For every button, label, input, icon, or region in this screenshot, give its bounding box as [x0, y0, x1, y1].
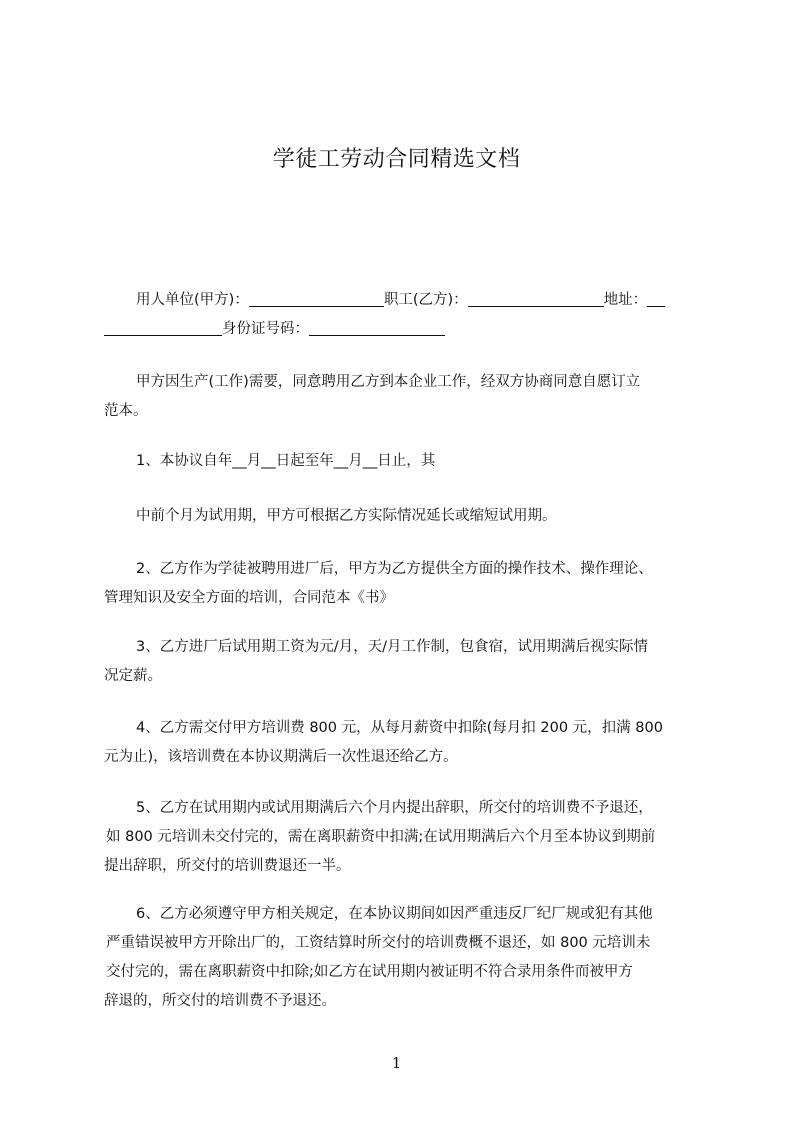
- clause-3: 3、乙方进厂后试用期工资为元/月，天/月工作制，包食宿，试用期满后视实际情 况定薪。: [104, 639, 648, 684]
- clause-1-continued: 中前个月为试用期，甲方可根据乙方实际情况延长或缩短试用期。: [136, 508, 557, 524]
- page-number: 1: [391, 1054, 402, 1072]
- clause-5: 5、乙方在试用期内或试用期满后六个月内提出辞职，所交付的培训费不予退还， 如 800 元培训未交付完的，需在离职薪资中扣满;在试用期满后六个月至本协议到期前 提出辞职，所交付的培训费退还一半。: [104, 800, 656, 874]
- employee-blank: [468, 289, 604, 307]
- clause-6: 6、乙方必须遵守甲方相关规定，在本协议期间如因严重违反厂纪厂规或犯有其他 严重错误被甲方开除出厂的，工资结算时所交付的培训费概不退还，如 800 元培训未 交付完的，需在离职薪资中扣除;如乙方在试用期内被证明不符合录用条件而被甲方 辞退的，所交付的培训费不予退还。: [104, 906, 653, 1009]
- intro-paragraph: 甲方因生产(工作)需要，同意聘用乙方到本企业工作，经双方协商同意自愿订立 范本。: [104, 374, 641, 419]
- employer-label: 用人单位(甲方)：: [136, 292, 249, 308]
- clause-1: 1、本协议自年__月__日起至年__月__日止，其: [136, 453, 436, 469]
- clause-4: 4、乙方需交付甲方培训费 800 元，从每月薪资中扣除(每月扣 200 元，扣满 800 元为止)，该培训费在本协议期满后一次性退还给乙方。: [104, 720, 663, 765]
- id-label: 身份证号码：: [222, 321, 309, 337]
- address-blank-end: [104, 318, 222, 336]
- parties-block: [104, 286, 712, 344]
- address-blank-start: [647, 289, 665, 307]
- page-title: 学徒工劳动合同精选文档: [272, 147, 521, 172]
- employer-blank: [249, 289, 384, 307]
- address-label: 地址：: [603, 292, 648, 308]
- clause-2: 2、乙方作为学徒被聘用进厂后，甲方为乙方提供全方面的操作技术、操作理论、 管理知识及安全方面的培训，合同范本《书》: [104, 561, 653, 606]
- employee-label: 职工(乙方)：: [383, 292, 468, 308]
- id-blank: [309, 318, 445, 336]
